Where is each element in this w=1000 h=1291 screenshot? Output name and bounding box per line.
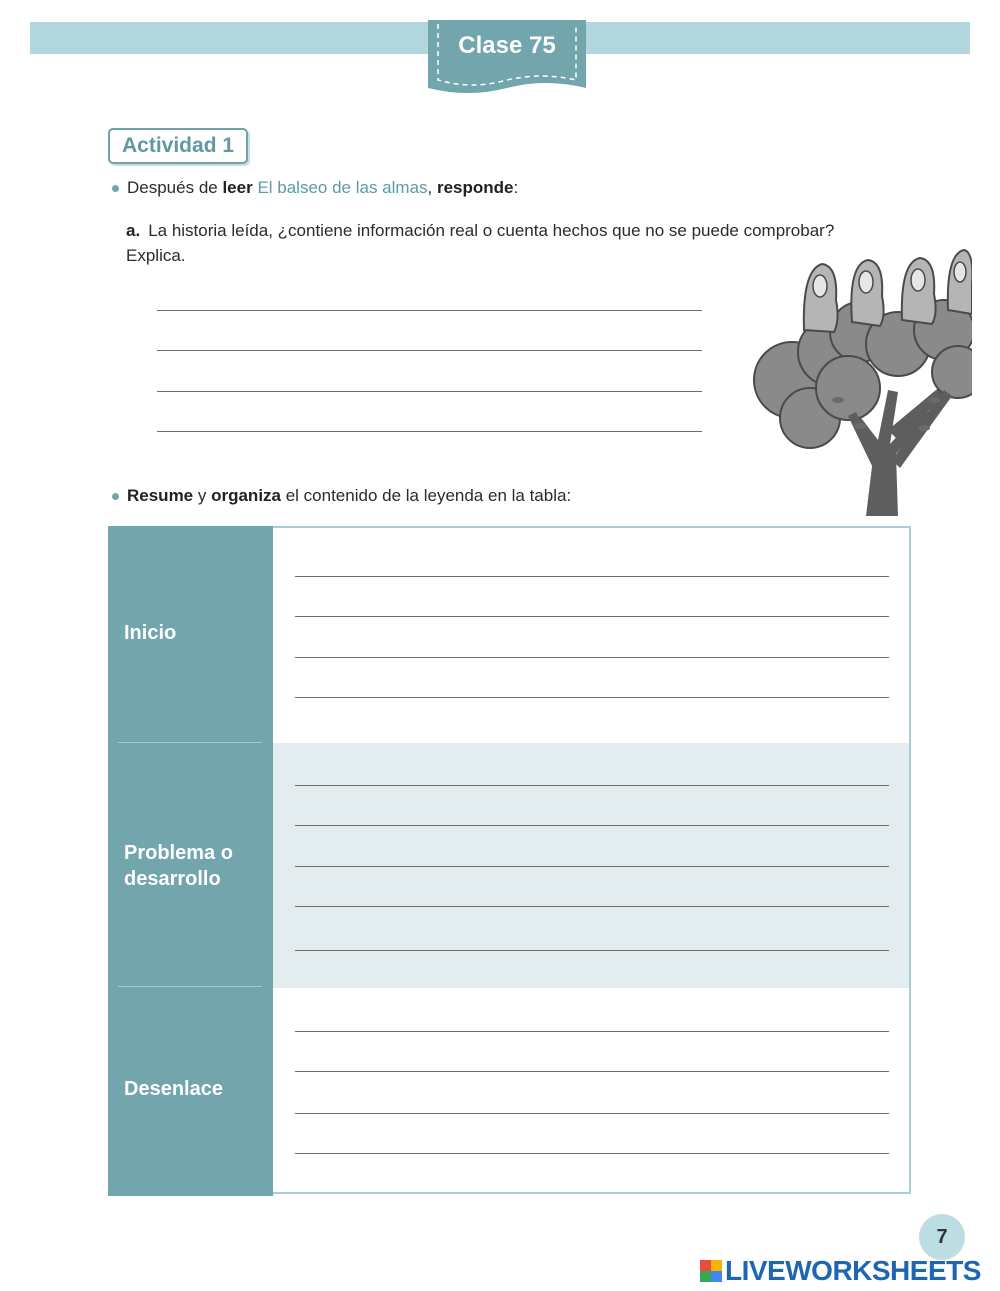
- answer-line-3[interactable]: [157, 391, 702, 392]
- instruction-summarize: Resume y organiza el contenido de la leyenda en la tabla:: [112, 486, 571, 506]
- inicio-line[interactable]: [295, 616, 889, 617]
- problema-line[interactable]: [295, 906, 889, 907]
- brand-wordmark: LIVEWORKSHEETS: [725, 1255, 981, 1286]
- problema-line[interactable]: [295, 866, 889, 867]
- section-divider: [118, 742, 262, 743]
- bullet-dot: [112, 185, 119, 192]
- page-number: 7: [919, 1214, 965, 1260]
- desenlace-line[interactable]: [295, 1071, 889, 1072]
- desenlace-line[interactable]: [295, 1113, 889, 1114]
- activity-title: Actividad 1: [108, 128, 248, 164]
- desenlace-line[interactable]: [295, 1153, 889, 1154]
- problema-line[interactable]: [295, 785, 889, 786]
- liveworksheets-brand[interactable]: [700, 1256, 981, 1286]
- problema-line[interactable]: [295, 825, 889, 826]
- desenlace-line[interactable]: [295, 1031, 889, 1032]
- answer-line-1[interactable]: [157, 310, 702, 311]
- instruction-read: Después de leer El balseo de las almas, responde:: [112, 178, 518, 198]
- table-label-column: [108, 526, 273, 1196]
- label-inicio: Inicio: [124, 622, 177, 644]
- liveworksheets-logo-icon: [700, 1260, 722, 1282]
- answer-line-2[interactable]: [157, 350, 702, 351]
- question-text: La historia leída, ¿contiene información real o cuenta hechos que no se puede comprobar? Explica.: [126, 221, 835, 265]
- label-desenlace: Desenlace: [124, 1078, 223, 1100]
- bullet-dot: [112, 493, 119, 500]
- story-title: El balseo de las almas: [257, 178, 428, 197]
- inicio-line[interactable]: [295, 697, 889, 698]
- inicio-line[interactable]: [295, 576, 889, 577]
- answer-line-4[interactable]: [157, 431, 702, 432]
- tree-souls-illustration: [748, 240, 972, 520]
- question-letter: a.: [126, 221, 141, 240]
- inicio-line[interactable]: [295, 657, 889, 658]
- section-divider: [118, 986, 262, 987]
- class-title: Clase 75: [458, 32, 556, 59]
- problema-line[interactable]: [295, 950, 889, 951]
- class-tab: [428, 20, 586, 98]
- label-problema: Problema o desarrollo: [124, 842, 233, 890]
- summary-table: [108, 526, 911, 1194]
